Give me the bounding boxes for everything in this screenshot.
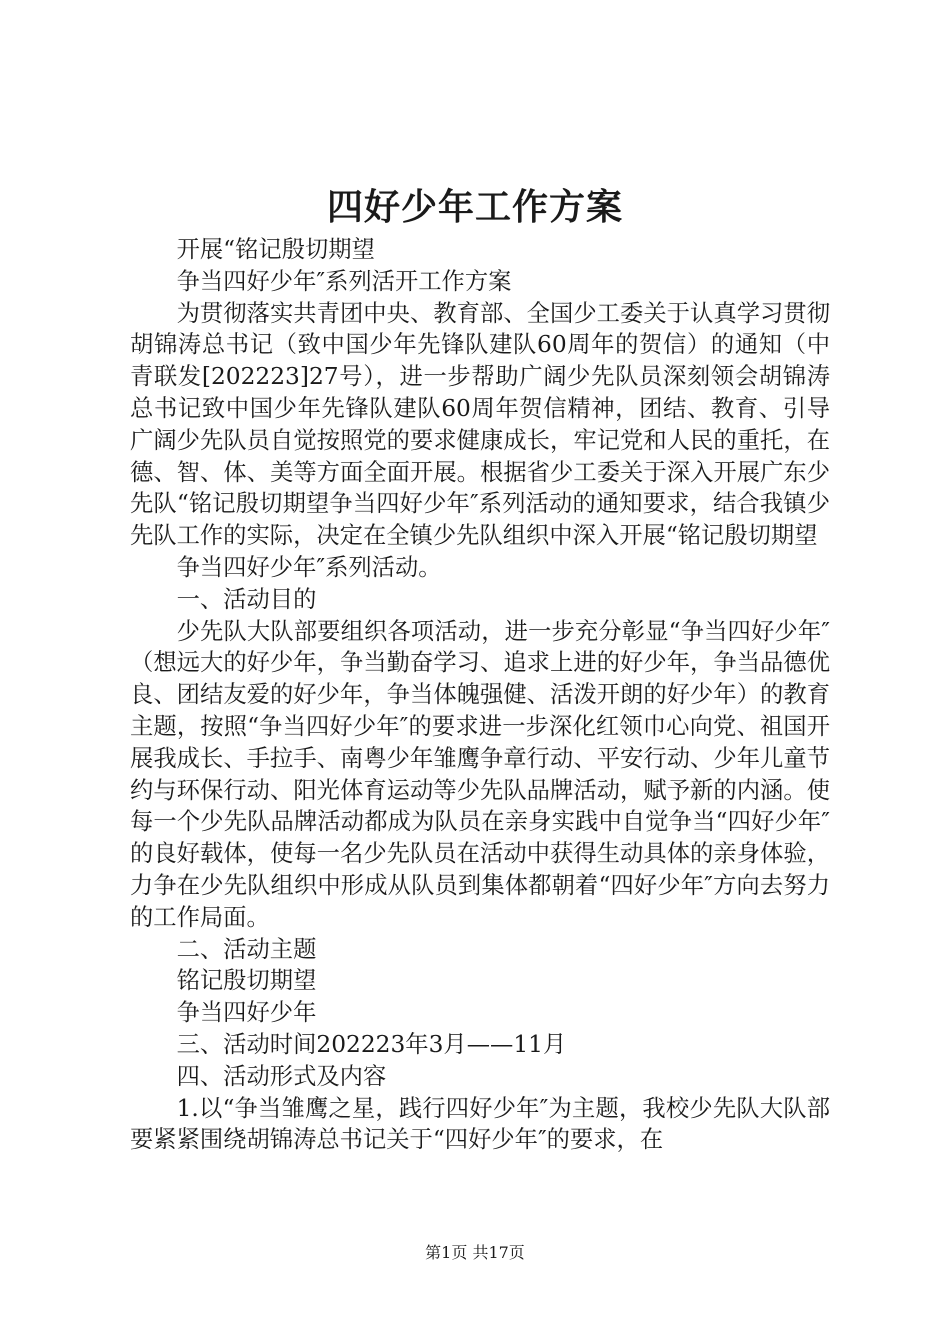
section-heading-format: 四、活动形式及内容 [176, 1062, 387, 1090]
document-title: 四好少年工作方案 [326, 187, 623, 228]
theme-line-2: 争当四好少年 [176, 999, 317, 1027]
paragraph-purpose: 少先队大队部要组织各项活动，进一步充分彰显“争当四好少年″（想远大的好少年，争当勤奋学习、追求上进的好少年，争当品德优良、团结友爱的好少年，争当体魄强健、活泼开朗的好少年）的教育主题，按照“争当四好少年″的要求进一步深化红领巾心向党、祖国开展我成长、手拉手、南粤少年雏鹰争章行动、平安行动、少年儿童节约与环保行动、阳光体育运动等少先队品牌活动，赋予新的内涵。使每一个少先队品牌活动都成为队员在亲身实践中自觉争当“四好少年″的良好载体，使每一名少先队员在活动中获得生动具体的亲身体验，力争在少先队组织中形成从队员到集体都朝着“四好少年″方向去努力的工作局面。 [130, 617, 830, 931]
paragraph-format-item-1: 1.以“争当雏鹰之星，践行四好少年″为主题，我校少先队大队部要紧紧围绕胡锦涛总书记关于“四好少年″的要求，在 [130, 1094, 830, 1154]
page-footer: 第1页 共17页 [425, 1243, 525, 1262]
paragraph-intro-continued: 争当四好少年″系列活动。 [176, 553, 442, 581]
section-heading-theme: 二、活动主题 [176, 935, 317, 963]
paragraph-heading-line-2: 争当四好少年″系列活开工作方案 [176, 267, 512, 295]
paragraph-intro: 为贯彻落实共青团中央、教育部、全国少工委关于认真学习贯彻胡锦涛总书记（致中国少年先锋队建队60周年的贺信）的通知（中青联发[202223]27号），进一步帮助广阔少先队员深刻领会胡锦涛总书记致中国少年先锋队建队60周年贺信精神，团结、教育、引导广阔少先队员自觉按照党的要求健康成长，牢记党和人民的重托，在德、智、体、美等方面全面开展。根据省少工委关于深入开展广东少先队“铭记殷切期望争当四好少年″系列活动的通知要求，结合我镇少先队工作的实际，决定在全镇少先队组织中深入开展“铭记殷切期望 [130, 299, 830, 550]
paragraph-heading-line-1: 开展“铭记殷切期望 [176, 236, 375, 263]
document-body [130, 234, 830, 1156]
theme-line-1: 铭记殷切期望 [176, 967, 317, 995]
section-heading-purpose: 一、活动目的 [176, 585, 317, 613]
section-heading-time: 三、活动时间202223年3月——11月 [176, 1030, 567, 1058]
